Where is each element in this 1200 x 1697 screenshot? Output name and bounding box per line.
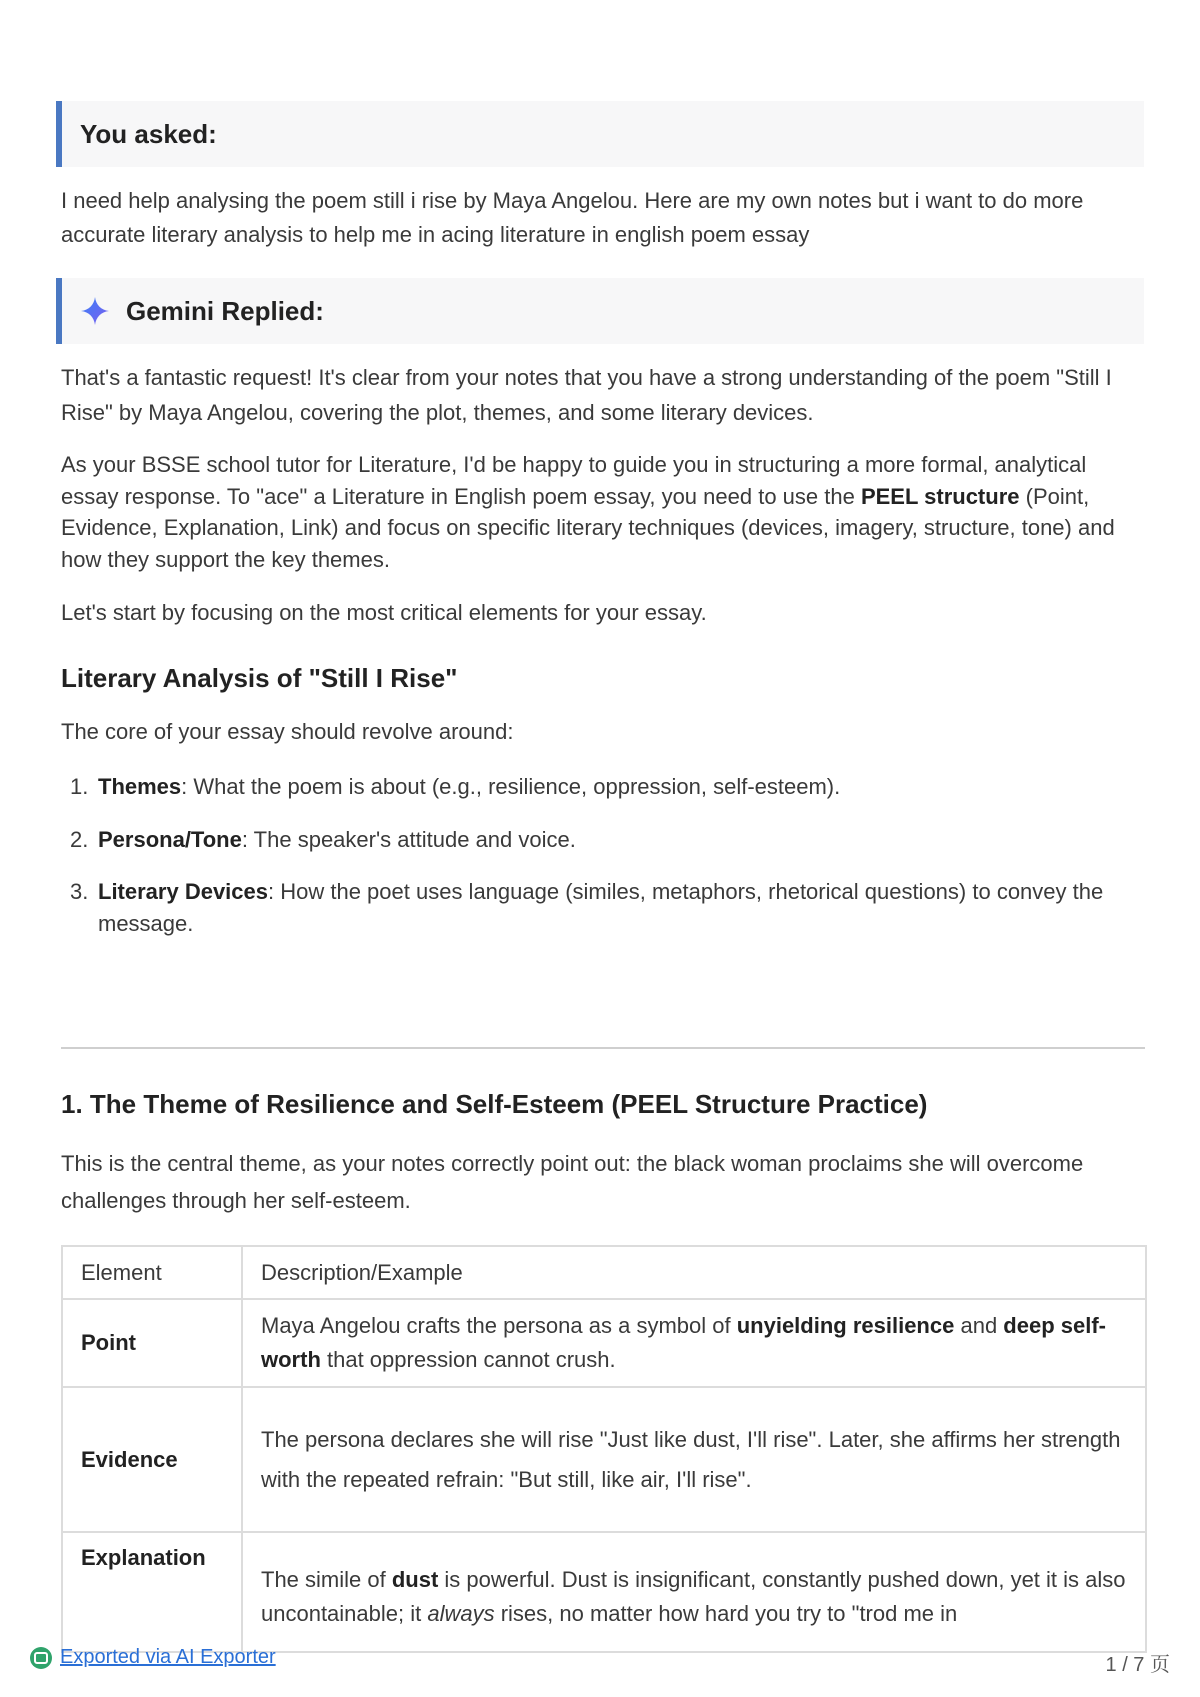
reply-paragraph-3: Let's start by focusing on the most critical elements for your essay. <box>61 600 707 625</box>
list-number: 1. <box>70 774 89 799</box>
list-item <box>70 770 1130 804</box>
reply-p2-text-a: As your BSSE school tutor for Literature, I'd be happy to guide you in structuring a more formal, analytical essay response. To "ace" a Literature in English poem essay, you need to use the <box>61 452 1087 509</box>
table-cell-evidence: The persona declares she will rise "Just like dust, I'll rise". Later, she affirms her strength with the repeated refrain: "But still, like air, I'll rise". <box>242 1387 1146 1532</box>
list-text: : What the poem is about (e.g., resilience, oppression, self-esteem). <box>181 774 841 799</box>
row-label-point: Point <box>81 1330 136 1355</box>
reply-p2-text-b: (Point, Evidence, Explanation, Link) and focus on specific literary techniques (devices, imagery, structure, tone) and how they support the key themes. <box>61 483 1115 572</box>
table-cell-label <box>62 1299 242 1387</box>
list-text: : How the poet uses language (similes, metaphors, rhetorical questions) to convey the message. <box>98 879 1104 936</box>
user-question-header <box>56 101 1144 167</box>
table-row <box>62 1387 1146 1532</box>
list-label: Themes <box>98 774 182 799</box>
list-label: Persona/Tone <box>98 827 242 852</box>
list-text: : The speaker's attitude and voice. <box>241 827 576 852</box>
reply-p2-bold: PEEL structure <box>860 483 1020 509</box>
footer <box>30 1646 276 1669</box>
cell-text: is powerful. Dust is insignificant, constantly pushed down, yet it is also uncontainable; it <box>261 1567 1126 1626</box>
table-cell-label <box>62 1387 242 1532</box>
page-number: 1 / 7 页 <box>1105 1654 1170 1676</box>
reply-paragraph-1: That's a fantastic request! It's clear from your notes that you have a strong understanding of the poem "Still I Rise" by Maya Angelou, covering the plot, themes, and some literary devices. <box>61 365 1112 425</box>
section-heading-resilience: 1. The Theme of Resilience and Self-Esteem (PEEL Structure Practice) <box>61 1089 928 1119</box>
list-label: Literary Devices <box>98 879 268 904</box>
cell-text: rises, no matter how hard you try to "trod me in <box>494 1601 958 1626</box>
list-item <box>70 876 1130 940</box>
cell-bold: dust <box>391 1567 439 1592</box>
cell-bold: deep self-worth <box>261 1313 1106 1372</box>
cell-text: Maya Angelou crafts the persona as a symbol of <box>261 1313 737 1338</box>
cell-text: The simile of <box>261 1567 392 1592</box>
section-heading-literary-analysis: Literary Analysis of "Still I Rise" <box>61 663 458 693</box>
table-header-row <box>62 1246 1146 1299</box>
user-question-heading: You asked: <box>80 118 217 149</box>
reply-paragraph-2 <box>61 449 1145 575</box>
ai-exporter-logo-icon <box>30 1647 52 1669</box>
cell-text: that oppression cannot crush. <box>320 1347 616 1372</box>
peel-table <box>61 1245 1147 1653</box>
table-cell-point <box>242 1299 1146 1387</box>
list-number: 2. <box>70 827 89 852</box>
list-item <box>70 823 1130 857</box>
cell-bold: unyielding resilience <box>736 1313 955 1338</box>
table-cell-label <box>62 1532 242 1652</box>
user-question-text: I need help analysing the poem still i rise by Maya Angelou. Here are my own notes but i want to do more accurate literary analysis to help me in acing literature in english poem essay <box>61 188 1084 247</box>
table-cell-explanation <box>242 1532 1146 1652</box>
gemini-sparkle-icon <box>80 296 110 326</box>
row-label-explanation: Explanation <box>81 1545 206 1570</box>
section2-intro: This is the central theme, as your notes correctly point out: the black woman proclaims she will overcome challenges through her self-esteem. <box>61 1151 1084 1213</box>
gemini-reply-heading: Gemini Replied: <box>126 295 324 326</box>
row-label-evidence: Evidence <box>81 1446 178 1472</box>
section-divider <box>61 1047 1145 1049</box>
table-row <box>62 1532 1146 1652</box>
table-header-cell: Element <box>62 1246 242 1299</box>
gemini-reply-header <box>56 278 1144 344</box>
table-row <box>62 1299 1146 1387</box>
cell-italic: always <box>427 1601 495 1626</box>
table-header-cell: Description/Example <box>242 1246 1146 1299</box>
exporter-link[interactable]: Exported via AI Exporter <box>60 1646 276 1668</box>
section-intro: The core of your essay should revolve around: <box>61 719 514 744</box>
list-number: 3. <box>70 879 89 904</box>
cell-text: and <box>954 1313 1004 1338</box>
